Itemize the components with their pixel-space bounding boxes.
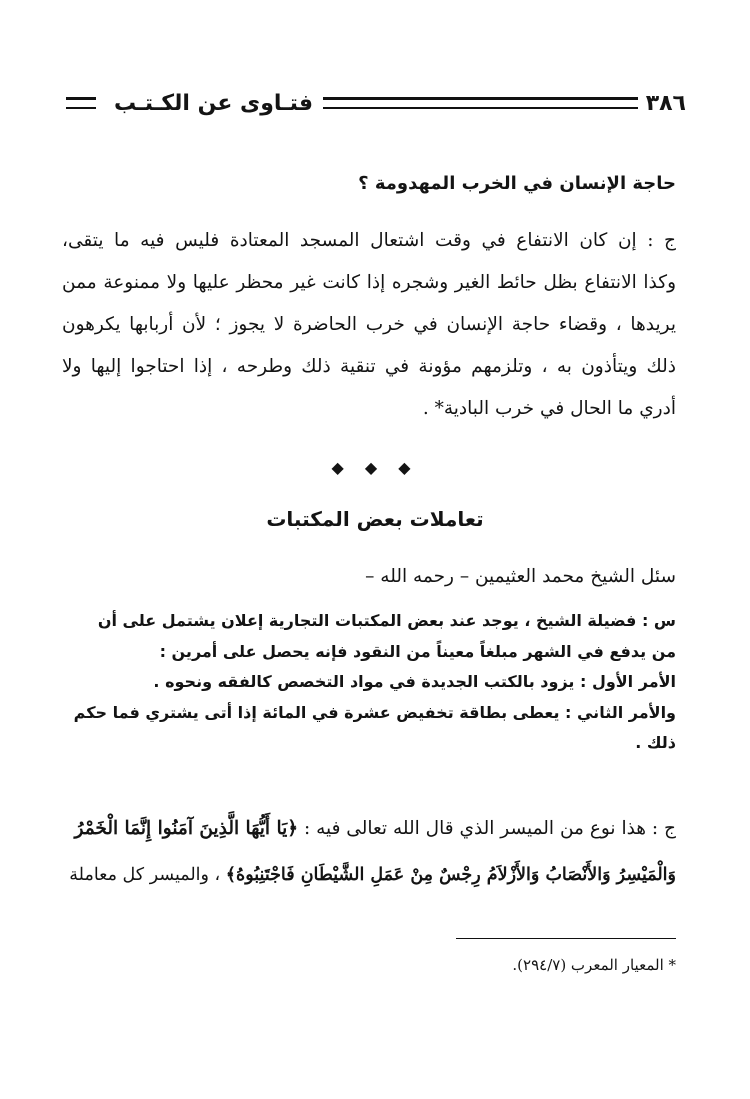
answer-2-line	[58, 806, 676, 852]
answer-1-line: أدري ما الحال في خرب البادية* .	[422, 398, 676, 419]
answer-1-line: ج : إن كان الانتفاع في وقت اشتعال المسجد المعتادة فليس فيه ما يتقى،	[62, 230, 676, 251]
question-line: الأمر الأول : يزود بالكتب الجديدة في مواد التخصص كالفقه ونحوه .	[153, 672, 676, 691]
question-line: والأمر الثاني : يعطى بطاقة تخفيض عشرة في المائة إذا أتى يشتري فما حكم	[73, 702, 676, 722]
footnote-divider	[456, 938, 676, 939]
book-title: فتـاوى عن الكـتـب	[114, 90, 314, 116]
question-line: س : فضيلة الشيخ ، يوجد عند بعض المكتبات التجارية إعلان يشتمل على أن	[97, 611, 676, 630]
quran-verse-end: وَالْمَيْسِرُ وَالأَنْصَابُ وَالأَزْلاَمُ رِجْسٌ مِنْ عَمَلِ الشَّيْطَانِ فَاجْتَنِبُوهُ﴾	[225, 865, 676, 885]
page-number: ٣٨٦	[645, 90, 686, 116]
answer-2-intro: ج : هذا نوع من الميسر الذي قال الله تعالى فيه :	[303, 818, 676, 839]
footnote: * المعيار المعرب (٢٩٤/٧).	[512, 956, 676, 974]
answer-1-line: وكذا الانتفاع بظل حائط الغير وشجره إذا كانت غير محظر عليها ولا ممنوعة ممن	[62, 272, 677, 293]
author-line: سئل الشيخ محمد العثيمين – رحمه الله –	[365, 566, 676, 587]
section-separator: ◆ ◆ ◆	[331, 458, 419, 477]
question-line: من يدفع في الشهر مبلغاً معيناً من النقود فإنه يحصل على أمرين :	[159, 641, 676, 661]
answer-1-line: يريدها ، وقضاء حاجة الإنسان في خرب الحاضرة لا يجوز ؛ لأن أربابها يكرهون	[62, 314, 676, 335]
answer-paragraph-2	[58, 806, 676, 898]
header-rule-short	[66, 97, 96, 109]
question-line: ذلك .	[635, 733, 676, 752]
section-title: تعاملات بعض المكتبات	[266, 507, 484, 531]
answer-1-line: ذلك ويتأذون به ، وتلزمهم مؤونة في تنقية ذلك وطرحه ، إذا احتاجوا إليها ولا	[62, 356, 676, 377]
answer-2-line	[58, 852, 676, 898]
answer-paragraph-1	[62, 220, 676, 430]
header-rule-long	[323, 97, 638, 109]
quran-verse-start: ﴿يَا أَيُّهَا الَّذِينَ آمَنُوا إِنَّمَا الْخَمْرُ	[74, 818, 299, 839]
answer-2-continuation: ، والميسر كل معاملة	[69, 865, 221, 885]
question-continuation: حاجة الإنسان في الخرب المهدومة ؟	[358, 173, 676, 194]
running-header	[66, 86, 686, 120]
question-paragraph	[58, 606, 676, 759]
